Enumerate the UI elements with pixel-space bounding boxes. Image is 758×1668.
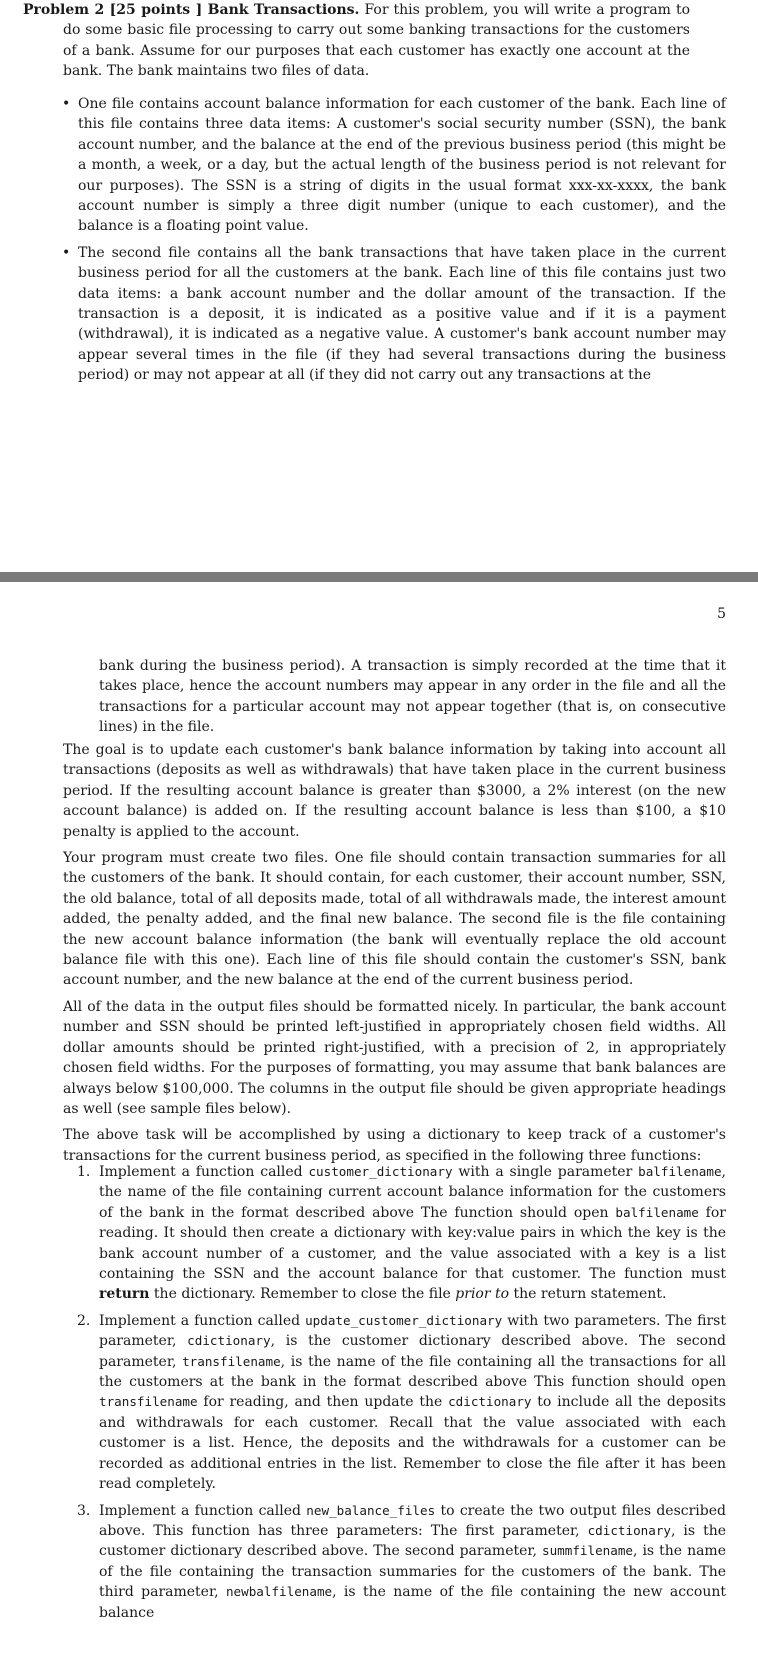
code-term: balfilename (615, 1204, 699, 1220)
list-item (62, 94, 726, 237)
paragraph-output-files: Your program must create two files. One file should contain transaction summaries for all the customers of the bank. It should contain, for each customer, their account number, SSN, the old balance, total of all deposits made, total of all withdrawals made, the interest amount added, the penalty added, and the final new balance. The second file is the file containing the new account balance information (the bank will eventually replace the old account balance file with this one). Each line of this file should contain the customer's SSN, bank account number, and the new balance at the end of the current business period. (63, 850, 726, 989)
code-term: transfilename (99, 1394, 198, 1410)
bold-term: return (99, 1286, 150, 1303)
code-term: new_balance_files (306, 1502, 436, 1518)
item-text: Implement a function called (99, 1164, 309, 1180)
body-paragraphs (63, 740, 726, 1172)
item-number: 2. (77, 1312, 91, 1329)
code-term: customer_dictionary (308, 1164, 453, 1179)
page-separator (0, 572, 758, 582)
code-term: summfilename (542, 1543, 633, 1559)
list-item (77, 1311, 727, 1495)
item-text: Implement a function called (99, 1312, 306, 1329)
italic-term: prior to (455, 1286, 510, 1303)
code-term: update_customer_dictionary (305, 1312, 503, 1328)
code-term: cdictionary (448, 1394, 532, 1410)
item-text: , is the name of the file containing the new account balance (99, 1584, 726, 1621)
bullet-text: The second file contains all the bank transactions that have taken place in the current business period for all the customers at the bank. Each line of this file contains just two data items: a bank account number and the dollar amount of the transaction. If the transaction is a deposit, it is indicated as a positive value and if it is a payment (withdrawal), it is indicated as a negative value. A customer's bank account number may appear several times in the file (if they had several transactions during the business period) or may not appear at all (if they did not carry out any transactions at the (78, 244, 726, 384)
code-term: cdictionary (187, 1333, 271, 1349)
item-text: to create the two output files described above. This function has three parameters: The first parameter, (99, 1502, 726, 1539)
item-text: , is the name of the file containing the transaction summaries for the customers of the bank. The third parameter, (99, 1543, 726, 1601)
bullet-icon: • (62, 96, 71, 112)
code-term: balfilename (638, 1164, 722, 1179)
file-description-list (62, 94, 726, 392)
list-item (77, 1162, 726, 1305)
item-text: for reading, and then update the (197, 1394, 449, 1411)
item-text: , is the customer dictionary described above. The second parameter, (99, 1522, 726, 1560)
problem-intro-text: For this problem, you will write a program to do some basic file processing to carry out some banking transactions for the customers of a bank. Assume for our purposes that each customer has exactly one account at the bank. The bank maintains two files of data. (63, 2, 690, 80)
code-term: newbalfilename (225, 1584, 333, 1600)
item-text: the return statement. (509, 1286, 667, 1303)
page-number: 5 (717, 606, 726, 622)
problem-intro (0, 0, 690, 82)
item-text: the dictionary. Remember to close the file (149, 1286, 456, 1303)
item-number: 3. (77, 1502, 91, 1519)
problem-label: Problem 2 [25 points ] Bank Transactions. (23, 2, 360, 18)
code-term: cdictionary (587, 1522, 671, 1538)
item-text: , the name of the file containing current account balance information for the customers of the bank in the format described above The function should open (99, 1164, 726, 1221)
function-list (77, 1162, 727, 1629)
page-top (0, 0, 758, 572)
item-text: , is the customer dictionary described above. The second parameter, (99, 1333, 727, 1370)
list-item (77, 1501, 726, 1623)
list-item (62, 243, 726, 386)
item-text: Implement a function called (99, 1502, 307, 1519)
code-term: transfilename (182, 1353, 281, 1369)
paragraph-goal: The goal is to update each customer's bank balance information by taking into account all transactions (deposits as well as withdrawals) that have taken place in the current business period. If the resulting account balance is greater than $3000, a 2% interest (on the new account balance) is added on. If the resulting account balance is less than $100, a $10 penalty is applied to the account. (63, 742, 726, 840)
bullet-continuation: bank during the business period). A transaction is simply recorded at the time that it takes place, hence the account numbers may appear in any order in the file and all the transactions for a particular account may not appear together (that is, on consecutive lines) in the file. (99, 658, 726, 736)
bullet-icon: • (62, 244, 71, 261)
item-text: with two parameters. The first parameter, (99, 1312, 726, 1350)
paragraph-formatting: All of the data in the output files should be formatted nicely. In particular, the bank account number and SSN should be printed left-justified in appropriately chosen field widths. All dollar amounts should be printed right-justified, with a precision of 2, in appropriately chosen field widths. For the purposes of formatting, you may assume that bank balances are always below $100,000. The columns in the output file should be given appropriate headings as well (see sample files below). (63, 998, 726, 1117)
item-text: for reading. It should then create a dictionary with key:value pairs in which the key is the bank account number of a customer, and the value associated with a key is a list containing the SSN and the account balance for that customer. The function must (99, 1204, 726, 1283)
paragraph-dictionary: The above task will be accomplished by using a dictionary to keep track of a customer's transactions for the current business period, as specified in the following three functions: (63, 1127, 726, 1164)
item-number: 1. (77, 1164, 91, 1180)
page-bottom (0, 582, 758, 1668)
item-text: with a single parameter (452, 1164, 639, 1180)
bullet-text: One file contains account balance information for each customer of the bank. Each line of this file contains three data items: A customer's social security number (SSN), the bank account number, and the balance at the end of the previous business period (this might be a month, a week, or a day, but the actual length of the business period is not relevant for our purposes). The SSN is a string of digits in the usual format xxx-xx-xxxx, the bank account number is simply a three digit number (unique to each customer), and the balance is a floating point value. (78, 96, 726, 235)
item-text: to include all the deposits and withdrawals for each customer. Recall that the value associated with each customer is a list. Hence, the deposits and the withdrawals for a customer can be recorded as additional entries in the list. Remember to close the file after it has been read completely. (99, 1394, 726, 1493)
item-text: , is the name of the file containing all the transactions for all the customers at the bank in the format described above This function should open (99, 1353, 727, 1391)
